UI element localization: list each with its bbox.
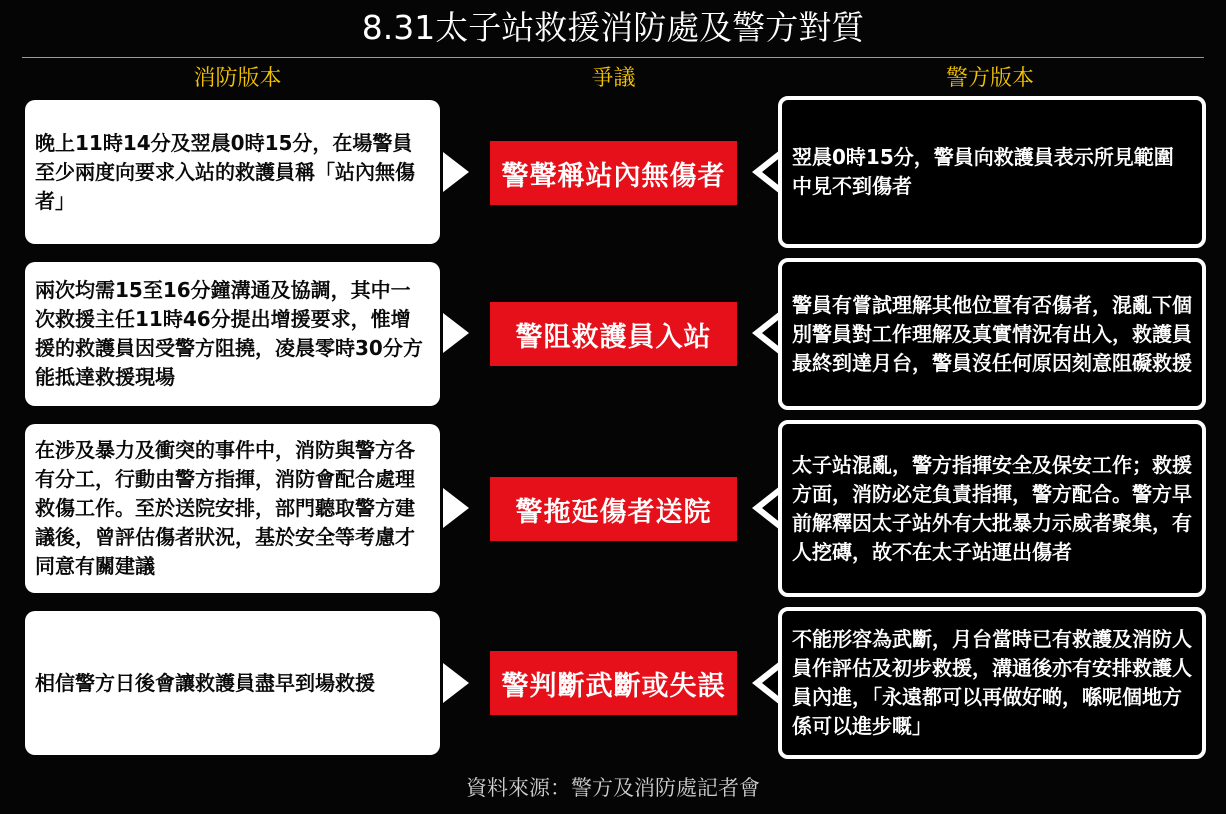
page-title: 8.31太子站救援消防處及警方對質 [361,8,865,47]
header-dispute: 爭議 [591,66,636,91]
police-statement-4: 不能形容為武斷，月台當時已有救護及消防人員作評估及初步救援，溝通後亦有安排救護人員內進，「永遠都可以再做好啲，喺呢個地方係可以進步嘅」 [778,607,1206,759]
fire-arrow-3 [443,488,469,528]
fire-statement-4: 相信警方日後會讓救護員盡早到場救援 [25,611,440,755]
source-caption: 資料來源：警方及消防處記者會 [466,776,760,800]
fire-arrow-4 [443,663,469,703]
police-statement-1: 翌晨0時15分，警員向救護員表示所見範圍中見不到傷者 [778,96,1206,248]
fire-statement-1: 晚上11時14分及翌晨0時15分，在場警員至少兩度向要求入站的救護員稱「站內無傷者」 [25,100,440,244]
header-fire-version: 消防版本 [193,66,282,91]
fire-statement-2: 兩次均需15至16分鐘溝通及協調，其中一次救援主任11時46分提出增援要求，惟增援的救護員因受警方阻撓，凌晨零時30分方能抵達救援現場 [25,262,440,406]
title-divider [22,57,1204,58]
header-police-version: 警方版本 [945,66,1034,91]
dispute-tag-4: 警判斷武斷或失誤 [490,651,737,715]
dispute-tag-2: 警阻救護員入站 [490,302,737,366]
police-statement-3: 太子站混亂，警方指揮安全及保安工作；救援方面，消防必定負責指揮，警方配合。警方早前解釋因太子站外有大批暴力示威者聚集，有人挖磚，故不在太子站運出傷者 [778,420,1206,597]
dispute-tag-1: 警聲稱站內無傷者 [490,141,737,205]
fire-arrow-2 [443,313,469,353]
police-statement-2: 警員有嘗試理解其他位置有否傷者，混亂下個別警員對工作理解及真實情況有出入，救護員最終到達月台，警員沒任何原因刻意阻礙救援 [778,258,1206,410]
fire-arrow-1 [443,152,469,192]
fire-statement-3: 在涉及暴力及衝突的事件中，消防與警方各有分工，行動由警方指揮，消防會配合處理救傷工作。至於送院安排，部門聽取警方建議後，曾評估傷者狀況，基於安全等考慮才同意有關建議 [25,424,440,593]
dispute-tag-3: 警拖延傷者送院 [490,477,737,541]
